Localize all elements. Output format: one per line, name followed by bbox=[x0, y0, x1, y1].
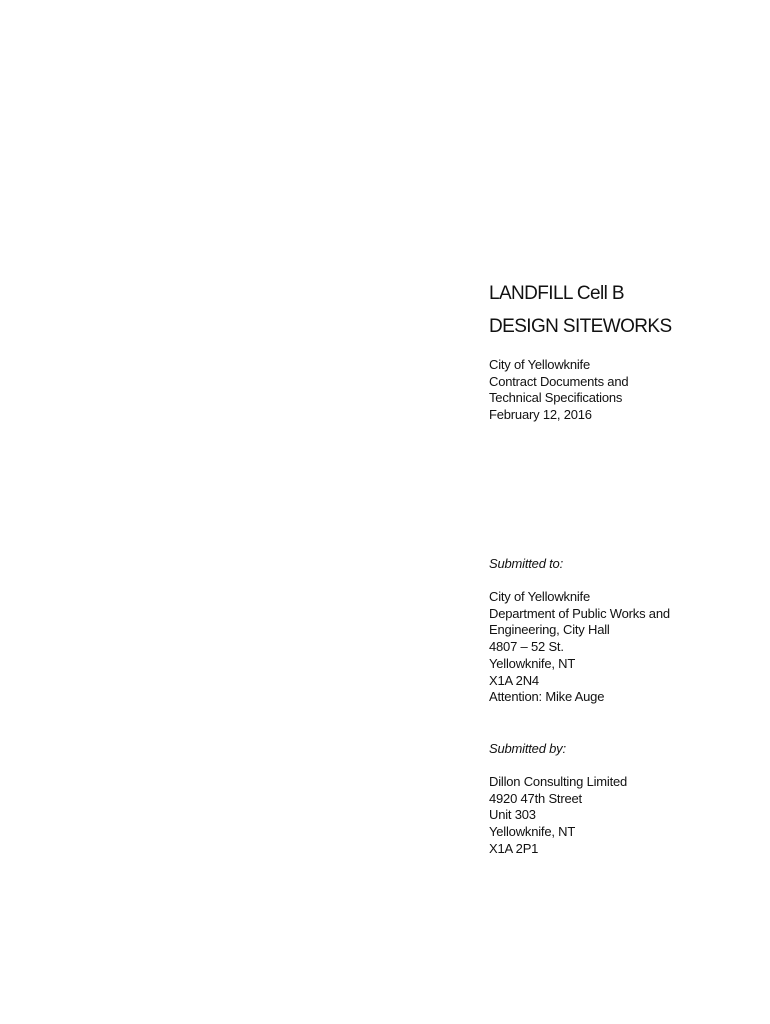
address-attention: Attention: Mike Auge bbox=[489, 689, 605, 705]
address-line: Yellowknife, NT bbox=[489, 824, 576, 840]
title-line-2: DESIGN SITEWORKS bbox=[489, 316, 672, 337]
document-title bbox=[489, 277, 759, 343]
submitted-by-heading: Submitted by: bbox=[489, 741, 566, 756]
address-line: Yellowknife, NT bbox=[489, 655, 576, 671]
title-line-1: LANDFILL Cell B bbox=[489, 283, 624, 304]
address-line: City of Yellowknife bbox=[489, 589, 590, 604]
address-line: Dillon Consulting Limited bbox=[489, 774, 628, 789]
address-line: X1A 2N4 bbox=[489, 672, 539, 688]
document-info bbox=[489, 357, 759, 424]
address-line: Department of Public Works and bbox=[489, 605, 670, 621]
address-line: X1A 2P1 bbox=[489, 840, 539, 856]
info-line: City of Yellowknife bbox=[489, 357, 590, 372]
info-date: February 12, 2016 bbox=[489, 407, 592, 423]
submitted-by-address bbox=[489, 774, 759, 858]
info-line: Technical Specifications bbox=[489, 390, 623, 406]
address-line: Engineering, City Hall bbox=[489, 622, 610, 638]
address-line: 4920 47th Street bbox=[489, 790, 582, 806]
address-line: Unit 303 bbox=[489, 807, 536, 823]
submitted-to-heading: Submitted to: bbox=[489, 556, 563, 571]
address-line: 4807 – 52 St. bbox=[489, 639, 564, 655]
info-line: Contract Documents and bbox=[489, 373, 629, 389]
submitted-to-address bbox=[489, 589, 759, 706]
